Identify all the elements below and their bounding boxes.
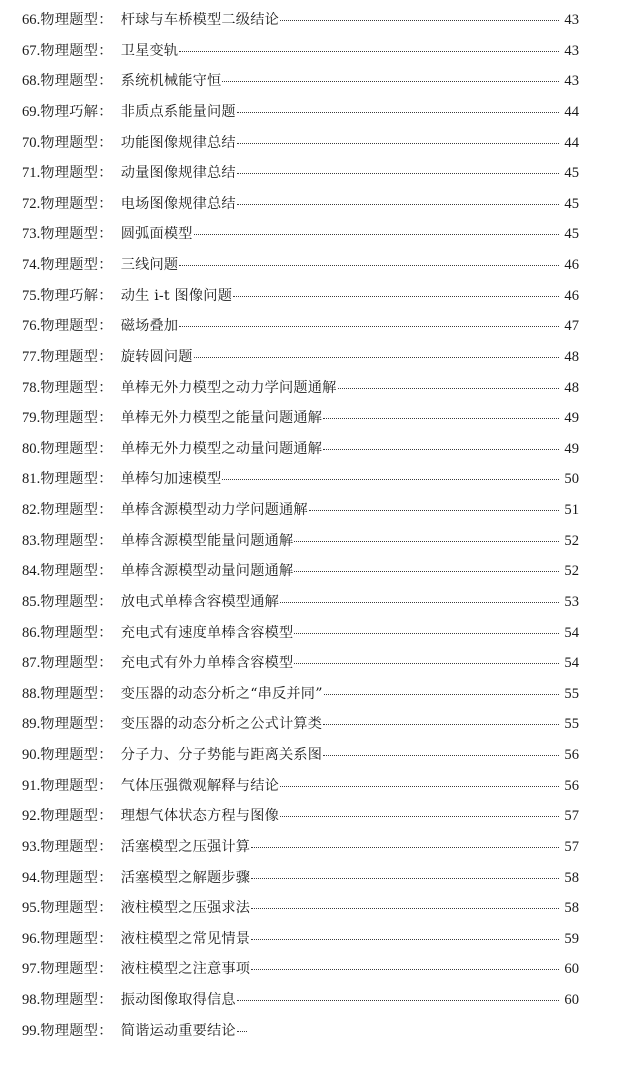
toc-entry-page-number: 44 [564, 134, 579, 151]
toc-entry-page-number: 60 [564, 961, 579, 978]
toc-dot-leader [280, 816, 559, 817]
toc-entry-title: 单棒含源模型动量问题通解 [120, 563, 294, 580]
toc-entry-title: 液柱模型之注意事项 [120, 961, 251, 978]
toc-entry-title: 液柱模型之常见情景 [120, 930, 251, 947]
toc-entry-page-number: 45 [564, 195, 579, 212]
toc-entry-page-number: 59 [564, 930, 579, 947]
toc-dot-leader [237, 112, 559, 113]
toc-entry-number: 95. [22, 900, 41, 917]
toc-entry-category: 物理题型： [40, 777, 113, 794]
toc-entry[interactable] [0, 40, 619, 71]
toc-entry[interactable] [0, 346, 619, 377]
toc-entry-category: 物理题型： [40, 318, 113, 335]
toc-entry-category: 物理题型： [40, 563, 113, 580]
toc-entry-page-number: 56 [564, 777, 579, 794]
toc-entry[interactable] [0, 377, 619, 408]
toc-entry-category: 物理题型： [40, 961, 113, 978]
toc-entry-number: 85. [22, 593, 41, 610]
toc-entry-number: 93. [22, 838, 41, 855]
toc-entry-category: 物理题型： [40, 42, 113, 59]
toc-entry[interactable] [0, 1020, 619, 1051]
toc-entry-number: 98. [22, 992, 41, 1008]
toc-entry-number: 70. [22, 134, 41, 151]
toc-entry[interactable] [0, 468, 619, 499]
toc-dot-leader [237, 143, 559, 144]
toc-entry-category: 物理题型： [40, 348, 113, 365]
toc-dot-leader [294, 541, 559, 542]
toc-dot-leader [179, 51, 559, 52]
toc-entry-title: 旋转圆问题 [120, 348, 193, 365]
toc-entry[interactable] [0, 622, 619, 653]
toc-entry-title: 单棒含源模型能量问题通解 [120, 532, 294, 549]
toc-dot-leader [194, 234, 559, 235]
toc-entry-title: 分子力、分子势能与距离关系图 [120, 747, 323, 763]
toc-dot-leader [294, 571, 559, 572]
toc-entry-category: 物理题型： [40, 410, 113, 427]
toc-dot-leader [194, 357, 559, 358]
toc-entry-page-number: 52 [564, 563, 579, 580]
toc-entry-title: 充电式有外力单棒含容模型 [120, 655, 294, 672]
toc-entry-page-number: 48 [564, 348, 579, 365]
toc-dot-leader [338, 388, 559, 389]
toc-dot-leader [222, 479, 559, 480]
toc-entry-title: 磁场叠加 [120, 318, 179, 335]
toc-entry[interactable] [0, 530, 619, 561]
toc-entry-number: 69. [22, 103, 41, 120]
toc-entry-title: 卫星变轨 [120, 42, 179, 59]
toc-entry-page-number: 57 [564, 808, 579, 825]
toc-entry-category: 物理题型： [40, 685, 113, 702]
toc-entry-number: 86. [22, 624, 41, 641]
toc-entry[interactable] [0, 560, 619, 591]
toc-entry-category: 物理巧解： [40, 287, 113, 304]
toc-entry-category: 物理题型： [40, 808, 113, 825]
toc-entry-title: 单棒无外力模型之动力学问题通解 [120, 379, 337, 396]
toc-entry-number: 82. [22, 502, 41, 518]
toc-dot-leader [237, 204, 559, 205]
toc-entry-number: 87. [22, 655, 41, 672]
toc-entry-page-number: 45 [564, 226, 579, 243]
toc-entry-number: 77. [22, 348, 41, 365]
toc-entry-number: 72. [22, 195, 41, 212]
toc-entry-title: 理想气体状态方程与图像 [120, 808, 279, 825]
toc-entry-category: 物理题型： [40, 593, 113, 610]
toc-entry-category: 物理题型： [40, 532, 113, 549]
toc-entry-page-number: 52 [564, 532, 579, 549]
toc-entry-category: 物理题型： [40, 73, 113, 90]
toc-entry-category: 物理题型： [40, 471, 113, 488]
toc-entry-category: 物理题型： [40, 747, 113, 763]
toc-entry-page-number: 58 [564, 869, 579, 886]
toc-dot-leader [251, 939, 559, 940]
toc-dot-leader [294, 663, 559, 664]
toc-entry-title: 单棒无外力模型之能量问题通解 [120, 410, 323, 427]
toc-entry-category: 物理题型： [40, 165, 113, 182]
toc-entry-page-number: 48 [564, 379, 579, 396]
toc-entry-number: 89. [22, 716, 41, 733]
toc-entry-title: 动生 i-t 图像问题 [120, 287, 233, 304]
toc-list [0, 9, 619, 1050]
toc-entry[interactable] [0, 70, 619, 101]
toc-entry-number: 99. [22, 1022, 41, 1039]
toc-dot-leader [294, 633, 559, 634]
toc-dot-leader [251, 969, 559, 970]
toc-entry-number: 84. [22, 563, 41, 580]
toc-entry-number: 73. [22, 226, 41, 243]
toc-entry-page-number: 54 [564, 655, 579, 672]
toc-entry[interactable] [0, 744, 619, 775]
toc-entry[interactable] [0, 438, 619, 469]
toc-entry-page-number: 53 [564, 593, 579, 610]
toc-dot-leader [251, 908, 559, 909]
toc-entry-title: 活塞模型之压强计算 [120, 838, 251, 855]
toc-entry-number: 67. [22, 42, 41, 59]
toc-dot-leader [222, 81, 559, 82]
toc-entry[interactable] [0, 223, 619, 254]
toc-entry[interactable] [0, 132, 619, 163]
toc-entry-number: 75. [22, 287, 41, 304]
toc-entry-page-number: 49 [564, 440, 579, 457]
toc-entry-page-number: 46 [564, 257, 579, 273]
toc-entry[interactable] [0, 836, 619, 867]
toc-entry-page-number: 45 [564, 165, 579, 182]
toc-dot-leader [280, 20, 559, 21]
toc-entry-number: 97. [22, 961, 41, 978]
toc-entry-page-number: 58 [564, 900, 579, 917]
toc-dot-leader [323, 449, 559, 450]
toc-entry-title: 单棒含源模型动力学问题通解 [120, 502, 308, 518]
toc-entry-number: 74. [22, 257, 41, 273]
toc-dot-leader [237, 1031, 247, 1032]
toc-entry[interactable] [0, 9, 619, 40]
toc-entry-page-number: 57 [564, 838, 579, 855]
toc-entry-category: 物理题型： [40, 838, 113, 855]
toc-dot-leader [280, 786, 559, 787]
toc-dot-leader [323, 418, 559, 419]
toc-entry-category: 物理题型： [40, 226, 113, 243]
toc-entry-number: 71. [22, 165, 41, 182]
toc-dot-leader [237, 1000, 559, 1001]
toc-dot-leader [324, 694, 559, 695]
toc-entry[interactable] [0, 867, 619, 898]
toc-entry[interactable] [0, 407, 619, 438]
toc-entry[interactable] [0, 805, 619, 836]
toc-entry[interactable] [0, 162, 619, 193]
toc-entry-title: 放电式单棒含容模型通解 [120, 593, 279, 610]
toc-entry-title: 充电式有速度单棒含容模型 [120, 624, 294, 641]
toc-entry-title: 动量图像规律总结 [120, 165, 236, 182]
toc-entry[interactable] [0, 958, 619, 989]
toc-entry-page-number: 47 [564, 318, 579, 335]
toc-dot-leader [179, 265, 559, 266]
toc-dot-leader [251, 847, 559, 848]
toc-entry-number: 80. [22, 440, 41, 457]
toc-entry-number: 94. [22, 869, 41, 886]
toc-entry[interactable] [0, 683, 619, 714]
toc-entry-title: 变压器的动态分析之公式计算类 [120, 716, 323, 733]
toc-dot-leader [179, 326, 559, 327]
table-of-contents [0, 9, 619, 1050]
toc-entry-category: 物理题型： [40, 869, 113, 886]
toc-entry-page-number: 50 [564, 471, 579, 488]
toc-dot-leader [280, 602, 559, 603]
toc-entry-category: 物理题型： [40, 716, 113, 733]
toc-entry-number: 96. [22, 930, 41, 947]
toc-dot-leader [323, 724, 559, 725]
toc-entry-title: 液柱模型之压强求法 [120, 900, 251, 917]
toc-entry[interactable] [0, 897, 619, 928]
toc-entry-title: 变压器的动态分析之“串反并同” [120, 685, 323, 702]
toc-entry-page-number: 43 [564, 42, 579, 59]
toc-entry-title: 功能图像规律总结 [120, 134, 236, 151]
toc-entry-page-number: 43 [564, 12, 579, 28]
toc-entry-title: 圆弧面模型 [120, 226, 193, 243]
toc-entry-number: 79. [22, 410, 41, 427]
toc-entry-category: 物理题型： [40, 379, 113, 396]
toc-entry-category: 物理题型： [40, 655, 113, 672]
toc-dot-leader [251, 878, 559, 879]
toc-entry-title: 系统机械能守恒 [120, 73, 222, 90]
toc-entry-number: 83. [22, 532, 41, 549]
toc-entry-page-number: 44 [564, 103, 579, 120]
toc-entry-number: 91. [22, 777, 41, 794]
toc-entry-page-number: 54 [564, 624, 579, 641]
toc-entry[interactable] [0, 285, 619, 316]
toc-entry[interactable] [0, 193, 619, 224]
toc-entry-category: 物理题型： [40, 930, 113, 947]
toc-entry-category: 物理题型： [40, 624, 113, 641]
toc-entry-category: 物理题型： [40, 1022, 113, 1039]
toc-entry-title: 非质点系能量问题 [120, 103, 236, 120]
toc-dot-leader [233, 296, 559, 297]
toc-entry-page-number: 55 [564, 685, 579, 702]
toc-entry-number: 90. [22, 747, 41, 763]
toc-entry-number: 78. [22, 379, 41, 396]
toc-entry-page-number: 49 [564, 410, 579, 427]
toc-entry-title: 气体压强微观解释与结论 [120, 777, 279, 794]
toc-entry-page-number: 55 [564, 716, 579, 733]
toc-entry-title: 单棒匀加速模型 [120, 471, 222, 488]
toc-entry-page-number: 60 [564, 992, 579, 1008]
toc-entry-number: 76. [22, 318, 41, 335]
toc-entry-title: 杆球与车桥模型二级结论 [120, 12, 279, 28]
toc-entry-category: 物理题型： [40, 195, 113, 212]
toc-entry-number: 68. [22, 73, 41, 90]
toc-entry[interactable] [0, 652, 619, 683]
toc-entry-title: 三线问题 [120, 257, 179, 273]
toc-entry-category: 物理巧解： [40, 103, 113, 120]
toc-entry-category: 物理题型： [40, 992, 113, 1008]
toc-entry[interactable] [0, 101, 619, 132]
toc-entry-category: 物理题型： [40, 502, 113, 518]
toc-dot-leader [323, 755, 559, 756]
toc-entry-category: 物理题型： [40, 12, 113, 28]
toc-entry-title: 电场图像规律总结 [120, 195, 236, 212]
toc-entry-number: 81. [22, 471, 41, 488]
toc-entry[interactable] [0, 989, 619, 1020]
toc-entry-page-number: 46 [564, 287, 579, 304]
toc-entry-page-number: 51 [564, 502, 579, 518]
toc-entry-title: 活塞模型之解题步骤 [120, 869, 251, 886]
toc-entry-number: 88. [22, 685, 41, 702]
toc-entry-number: 66. [22, 12, 41, 28]
toc-entry[interactable] [0, 591, 619, 622]
toc-dot-leader [237, 173, 559, 174]
toc-entry-category: 物理题型： [40, 134, 113, 151]
toc-entry-title: 单棒无外力模型之动量问题通解 [120, 440, 323, 457]
toc-entry[interactable] [0, 315, 619, 346]
toc-entry-category: 物理题型： [40, 900, 113, 917]
toc-entry[interactable] [0, 254, 619, 285]
toc-entry-category: 物理题型： [40, 257, 113, 273]
toc-dot-leader [309, 510, 559, 511]
toc-entry-title: 振动图像取得信息 [120, 992, 236, 1008]
toc-entry[interactable] [0, 713, 619, 744]
toc-entry-title: 简谐运动重要结论 [120, 1022, 236, 1039]
toc-entry-page-number: 43 [564, 73, 579, 90]
toc-entry-page-number: 56 [564, 747, 579, 763]
toc-entry-category: 物理题型： [40, 440, 113, 457]
toc-entry-number: 92. [22, 808, 41, 825]
toc-entry[interactable] [0, 499, 619, 530]
toc-entry[interactable] [0, 775, 619, 806]
toc-entry[interactable] [0, 928, 619, 959]
